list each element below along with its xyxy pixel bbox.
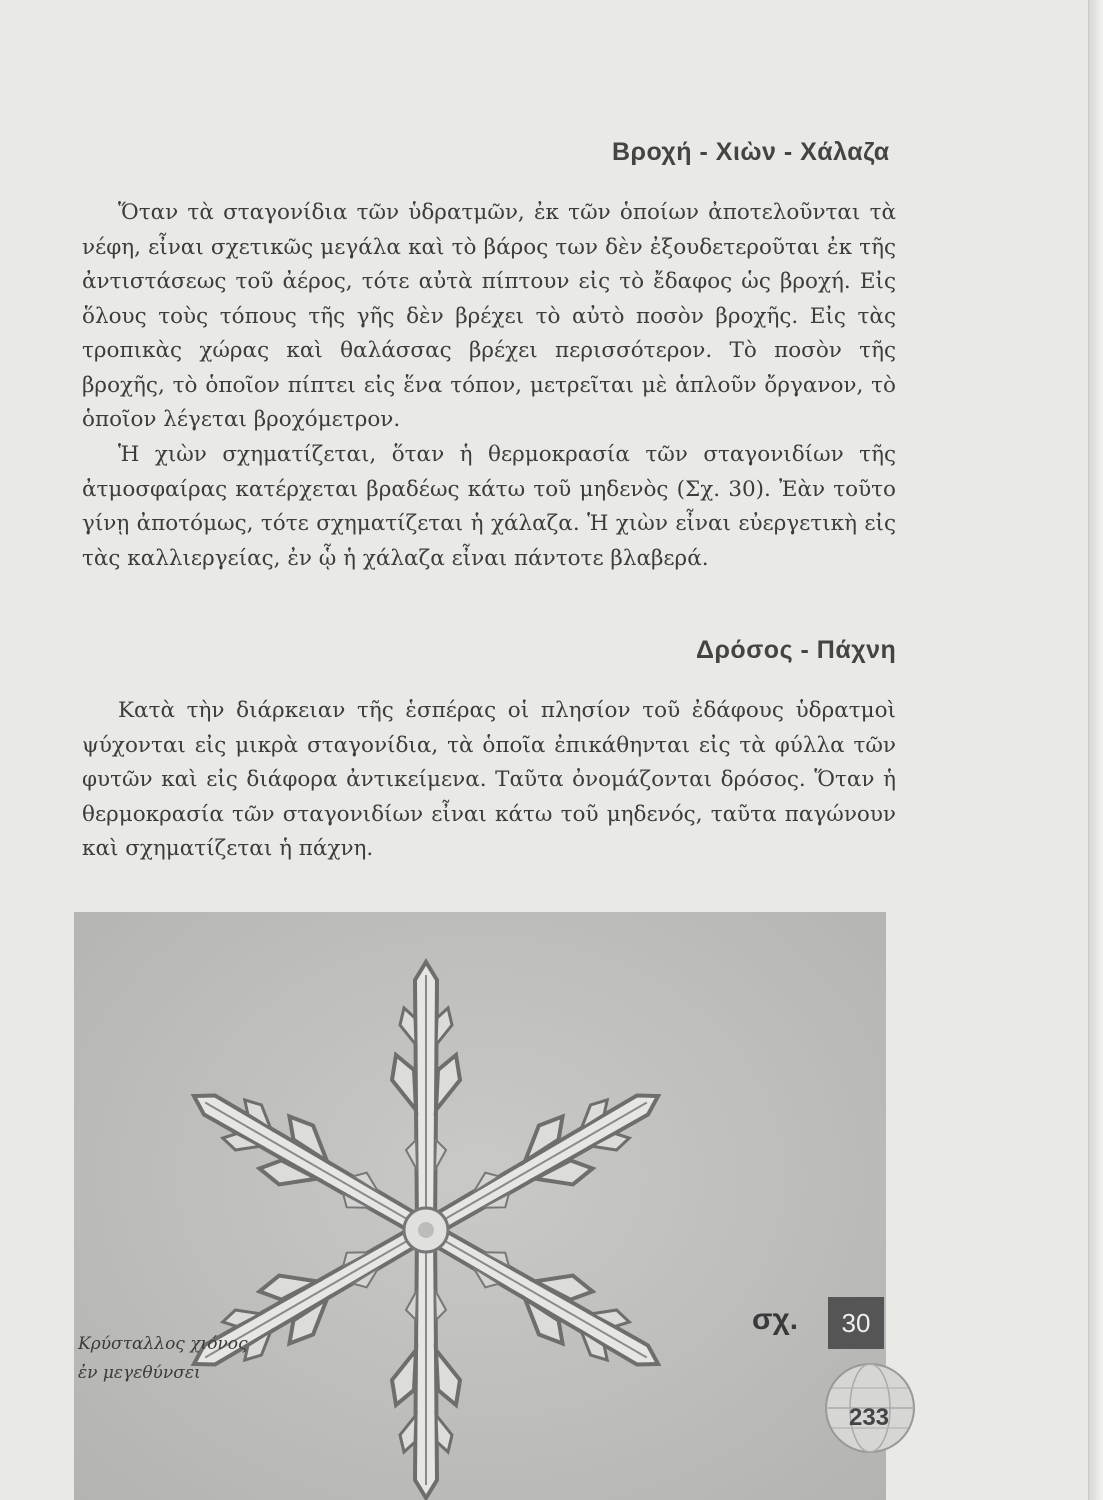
section-heading-rain-snow-hail: Βροχή - Χιὼν - Χάλαζα [612, 138, 890, 166]
page-number: 233 [848, 1404, 890, 1431]
paragraph-snow-hail: Ἡ χιὼν σχηματίζεται, ὅταν ἡ θερμοκρασία τῶν σταγονιδίων τῆς ἀτμοσφαίρας κατέρχεται βραδέως κάτω τοῦ μηδενὸς (Σχ. 30). Ἐὰν τοῦτο γίνῃ ἀποτόμως, τότε σχηματίζεται ἡ χάλαζα. Ἡ χιὼν εἶναι εὐεργετικὴ εἰς τὰς καλλιεργείας, ἐν ᾧ ἡ χάλαζα εἶναι πάντοτε βλαβερά. [82, 442, 896, 571]
section-heading-dew-frost: Δρόσος - Πάχνη [696, 636, 897, 664]
paragraph-rain: Ὅταν τὰ σταγονίδια τῶν ὑδρατμῶν, ἐκ τῶν ὁποίων ἀποτελοῦνται τὰ νέφη, εἶναι σχετικῶς μεγάλα καὶ τὸ βάρος των δὲν ἐξουδετεροῦται ἐκ τῆς ἀντιστάσεως τοῦ ἀέρος, τότε αὐτὰ πίπτουν εἰς τὸ ἔδαφος ὡς βροχή. Εἰς ὅλους τοὺς τόπους τῆς γῆς δὲν βρέχει τὸ αὐτὸ ποσὸν βροχῆς. Εἰς τὰς τροπικὰς χώρας καὶ θαλάσσας βρέχει περισσότερον. Τὸ ποσὸν τῆς βροχῆς, τὸ ὁποῖον πίπτει εἰς ἕνα τόπον, μετρεῖται μὲ ἁπλοῦν ὄργανον, τὸ ὁποῖον λέγεται βροχόμετρον. [82, 200, 896, 432]
snowflake-photo [74, 912, 886, 1500]
paragraph-dew-frost: Κατὰ τὴν διάρκειαν τῆς ἑσπέρας οἱ πλησίον τοῦ ἐδάφους ὑδρατμοὶ ψύχονται εἰς μικρὰ σταγονίδια, τὰ ὁποῖα ἐπικάθηνται εἰς τὰ φύλλα τῶν φυτῶν καὶ εἰς διάφορα ἀντικείμενα. Ταῦτα ὀνομάζονται δρόσος. Ὅταν ἡ θερμοκρασία τῶν σταγονιδίων εἶναι κάτω τοῦ μηδενός, ταῦτα παγώνουν καὶ σχηματίζεται ἡ πάχνη. [82, 698, 896, 861]
figure-label: σχ. [752, 1303, 799, 1336]
page-edge [1088, 0, 1103, 1500]
snowflake-icon [74, 912, 886, 1500]
figure-caption-line2: ἐν μεγεθύνσει [78, 1363, 201, 1383]
figure-caption-line1: Κρύσταλλος χιόνος [78, 1334, 248, 1354]
figure-number-badge: 30 [828, 1297, 884, 1349]
